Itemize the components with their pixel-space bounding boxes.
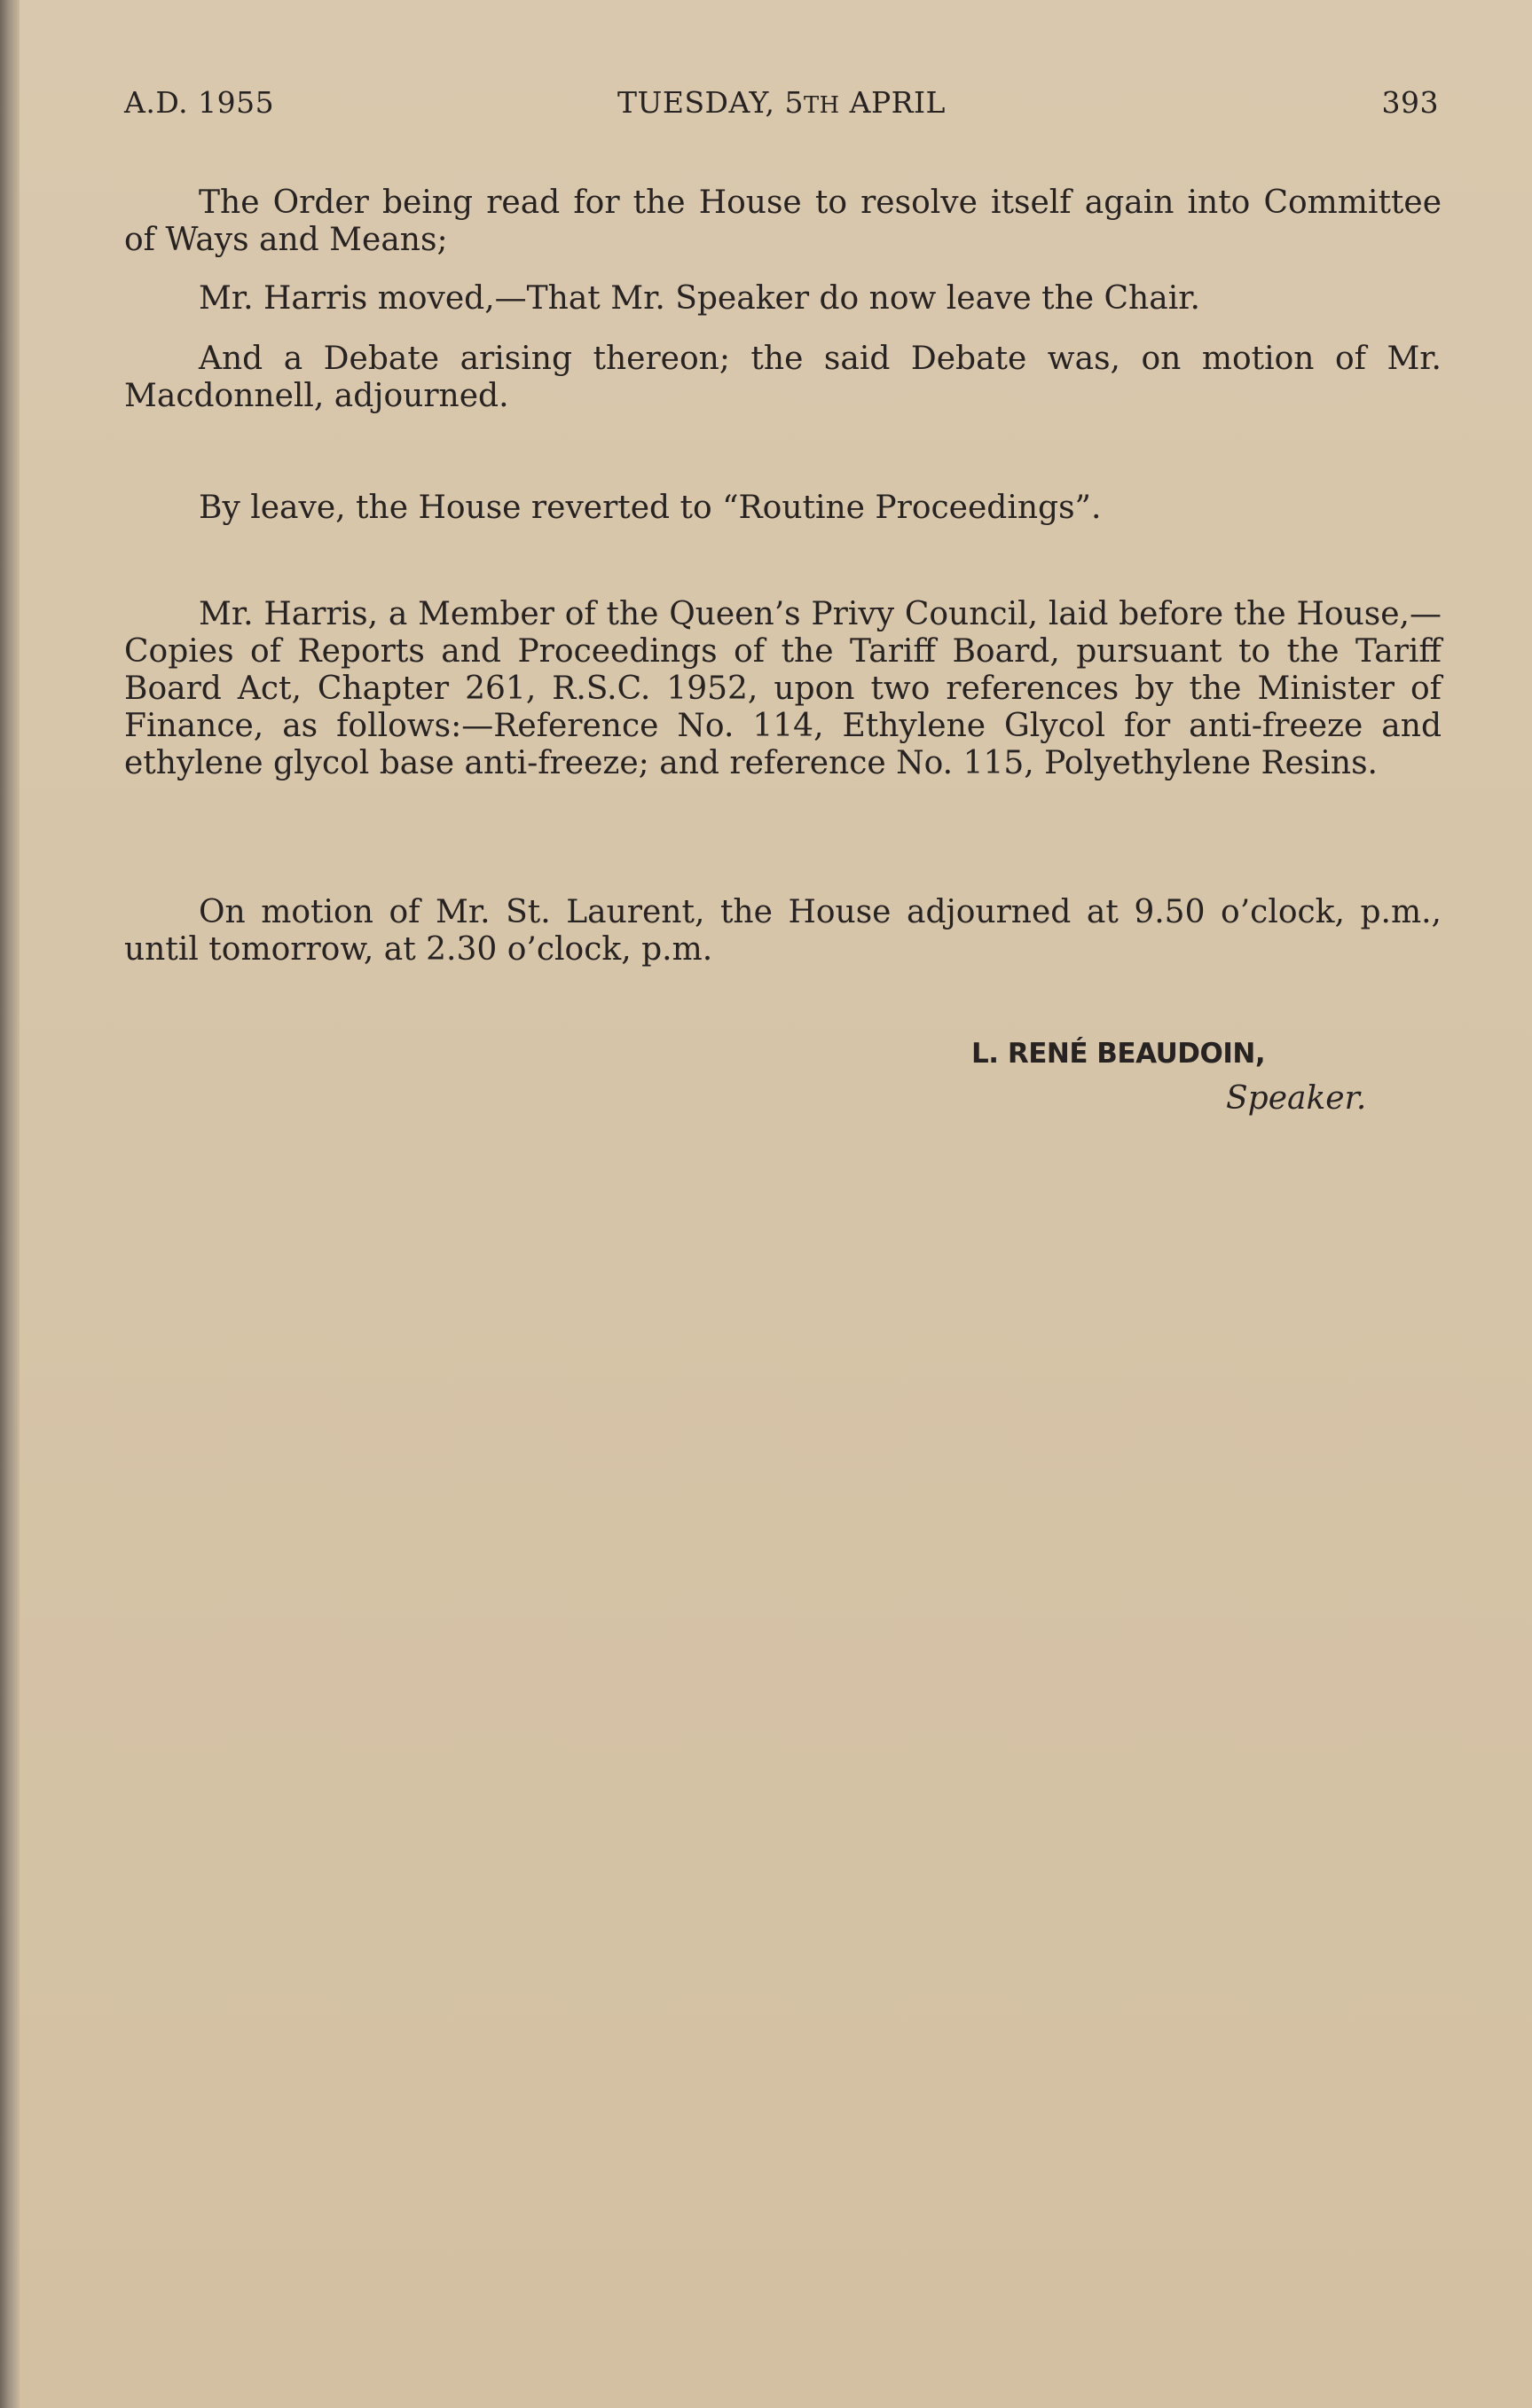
signature-title: Speaker. [1226,1080,1367,1117]
header-date: TUESDAY, 5TH APRIL [617,85,946,120]
paragraph-motion-leave-chair: Mr. Harris moved,—That Mr. Speaker do now leave the Chair. [199,280,1200,317]
page-number: 393 [1381,85,1439,120]
paragraph-order-ways-means: The Order being read for the House to resolve itself again into Committee of Ways and Means; [124,184,1442,258]
running-head [124,85,1439,129]
paragraph-tariff-board-reports: Mr. Harris, a Member of the Queen’s Privy Council, laid before the House,—Copies of Reports and Proceedings of the Tariff Board, pursuant to the Tariff Board Act, Chapter 261, R.S.C. 1952, upon two references by the Minister of Finance, as follows:—Reference No. 114, Ethylene Glycol for anti-freeze and ethylene glycol base anti-freeze; and reference No. 115, Polyethylene Resins. [124,596,1442,781]
paragraph-house-adjourned: On motion of Mr. St. Laurent, the House adjourned at 9.50 o’clock, p.m., until tomorrow, at 2.30 o’clock, p.m. [124,894,1442,968]
book-spine-shadow [0,0,20,2408]
header-year: A.D. 1955 [124,85,275,120]
paragraph-routine-proceedings: By leave, the House reverted to “Routine Proceedings”. [199,490,1102,526]
paragraph-debate-adjourned: And a Debate arising thereon; the said Debate was, on motion of Mr. Macdonnell, adjourned. [124,341,1442,414]
signature-name: L. RENÉ BEAUDOIN, [971,1038,1266,1070]
